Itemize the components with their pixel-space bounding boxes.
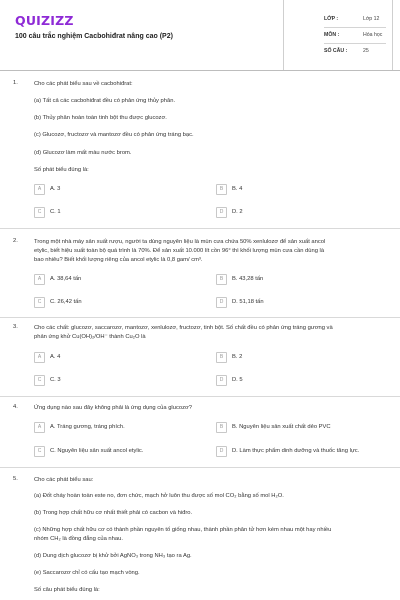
option-text: B. 2 — [232, 354, 243, 360]
header-rule — [0, 70, 400, 71]
option-text: A. 3 — [50, 186, 61, 192]
option-c[interactable] — [34, 297, 204, 308]
question-number: 4. — [13, 404, 18, 410]
option-letter: D — [216, 297, 227, 308]
statement: (e) Saccarozơ chỉ có cấu tạo mạch vòng. — [34, 570, 140, 576]
option-text: B. 4 — [232, 186, 243, 192]
meta-subject-value: Hóa học — [363, 32, 383, 38]
option-letter: B — [216, 274, 227, 285]
question-divider — [0, 228, 400, 229]
option-text: D. 2 — [232, 209, 243, 215]
statement: (b) Thủy phân hoàn toàn tinh bột thu được glucozơ. — [34, 115, 167, 121]
question-divider — [0, 396, 400, 397]
question-stem: Cho các phát biểu sau: — [34, 477, 94, 483]
meta-subject — [284, 28, 394, 44]
statement: (d) Glucozơ làm mất màu nước brom. — [34, 150, 132, 156]
question-divider — [0, 317, 400, 318]
option-text: A. 38,64 tấn — [50, 276, 82, 282]
option-letter: A — [34, 184, 45, 195]
page-title: 100 câu trắc nghiệm Cacbohiđrat nâng cao (P2) — [15, 33, 173, 40]
statement: (c) Những hợp chất hữu cơ có thành phần nguyên tố giống nhau, thành phần phân tử hơn kém nhau một hay nhiều — [34, 527, 332, 533]
option-letter: A — [34, 422, 45, 433]
option-letter: C — [34, 297, 45, 308]
statement: (b) Trong hợp chất hữu cơ nhất thiết phải có cacbon và hiđro. — [34, 510, 193, 516]
option-letter: D — [216, 207, 227, 218]
question-prompt: Số câu phát biểu đúng là: — [34, 587, 100, 593]
option-d[interactable] — [216, 297, 386, 308]
option-letter: D — [216, 375, 227, 386]
option-text: B. Nguyên liệu sản xuất chất dẻo PVC — [232, 424, 331, 430]
option-d[interactable] — [216, 375, 386, 386]
statement: (d) Dung dịch glucozơ bị khử bởi AgNO₃ trong NH₃ tạo ra Ag. — [34, 553, 192, 559]
meta-count — [284, 44, 394, 60]
option-text: D. 51,18 tấn — [232, 299, 264, 305]
option-b[interactable] — [216, 422, 386, 433]
option-a[interactable] — [34, 274, 204, 285]
option-text: A. Tráng gương, tráng phích. — [50, 424, 125, 430]
option-letter: D — [216, 446, 227, 457]
option-d[interactable] — [216, 446, 386, 457]
question-stem: Cho các phát biểu sau về cacbohiđrat: — [34, 81, 133, 87]
statement: (a) Tất cả các cacbohiđrat đều có phản ứng thủy phân. — [34, 98, 176, 104]
option-letter: C — [34, 375, 45, 386]
question-number: 2. — [13, 238, 18, 244]
question-number: 3. — [13, 324, 18, 330]
question-stem-line: Trong một nhà máy sản xuất rượu, người ta dùng nguyên liệu là mùn cưa chứa 50% xenlulozơ để sản xuất ancol — [34, 239, 326, 245]
option-c[interactable] — [34, 375, 204, 386]
option-b[interactable] — [216, 274, 386, 285]
option-letter: B — [216, 422, 227, 433]
option-text: C. 26,42 tấn — [50, 299, 82, 305]
option-c[interactable] — [34, 446, 204, 457]
option-text: C. Nguyên liệu sản xuất ancol etylic. — [50, 448, 144, 454]
option-letter: B — [216, 184, 227, 195]
option-letter: C — [34, 446, 45, 457]
meta-count-value: 25 — [363, 48, 369, 54]
option-text: B. 43,28 tấn — [232, 276, 264, 282]
option-c[interactable] — [34, 207, 204, 218]
option-text: A. 4 — [50, 354, 61, 360]
option-letter: B — [216, 352, 227, 363]
option-a[interactable] — [34, 352, 204, 363]
page-header — [0, 0, 400, 70]
meta-subject-label: MÔN : — [324, 32, 340, 38]
option-letter: C — [34, 207, 45, 218]
meta-class-label: LỚP : — [324, 16, 339, 22]
question-stem-line: etylic, biết hiệu suất toàn bộ quá trình là 70%. Để sản xuất 10.000 lít cồn 96° thì khối lượng mùn cưa cần dùng là — [34, 248, 325, 254]
statement: (a) Đốt cháy hoàn toàn este no, đơn chức, mạch hở luôn thu được số mol CO₂ bằng số mol H₂O. — [34, 493, 284, 499]
meta-panel — [283, 0, 393, 70]
option-text: C. 3 — [50, 377, 61, 383]
option-a[interactable] — [34, 184, 204, 195]
statement: nhóm CH₂ là đồng đẳng của nhau. — [34, 536, 123, 542]
question-prompt: Số phát biểu đúng là: — [34, 167, 89, 173]
quizizz-logo: QUIZIZZ — [15, 13, 74, 28]
meta-class — [284, 12, 394, 28]
question-stem-line: bao nhiêu? Biết khối lượng riêng của ancol etylic là 0,8 gam/ cm³. — [34, 257, 203, 263]
question-stem-line: Cho các chất: glucozơ, saccarozơ, mantozơ, xenlulozơ, fructozơ, tinh bột. Số chất đều có phản ứng tráng gương và — [34, 325, 333, 331]
option-text: D. Làm thực phẩm dinh dưỡng và thuốc tăng lực. — [232, 448, 360, 454]
option-d[interactable] — [216, 207, 386, 218]
meta-class-value: Lớp 12 — [363, 16, 380, 22]
option-b[interactable] — [216, 352, 386, 363]
question-stem: Ứng dụng nào sau đây không phải là ứng dụng của glucozơ? — [34, 405, 192, 411]
question-number: 5. — [13, 476, 18, 482]
option-text: D. 5 — [232, 377, 243, 383]
option-a[interactable] — [34, 422, 204, 433]
option-letter: A — [34, 352, 45, 363]
question-number: 1. — [13, 80, 18, 86]
meta-count-label: SỐ CÂU : — [324, 48, 348, 54]
statement: (c) Glucozơ, fructozơ và mantozơ đều có phản ứng tráng bạc. — [34, 132, 194, 138]
option-text: C. 1 — [50, 209, 61, 215]
question-stem-line: phản ứng khử Cu(OH)₂/OH⁻ thành Cu₂O là — [34, 334, 146, 340]
option-b[interactable] — [216, 184, 386, 195]
question-divider — [0, 467, 400, 468]
option-letter: A — [34, 274, 45, 285]
